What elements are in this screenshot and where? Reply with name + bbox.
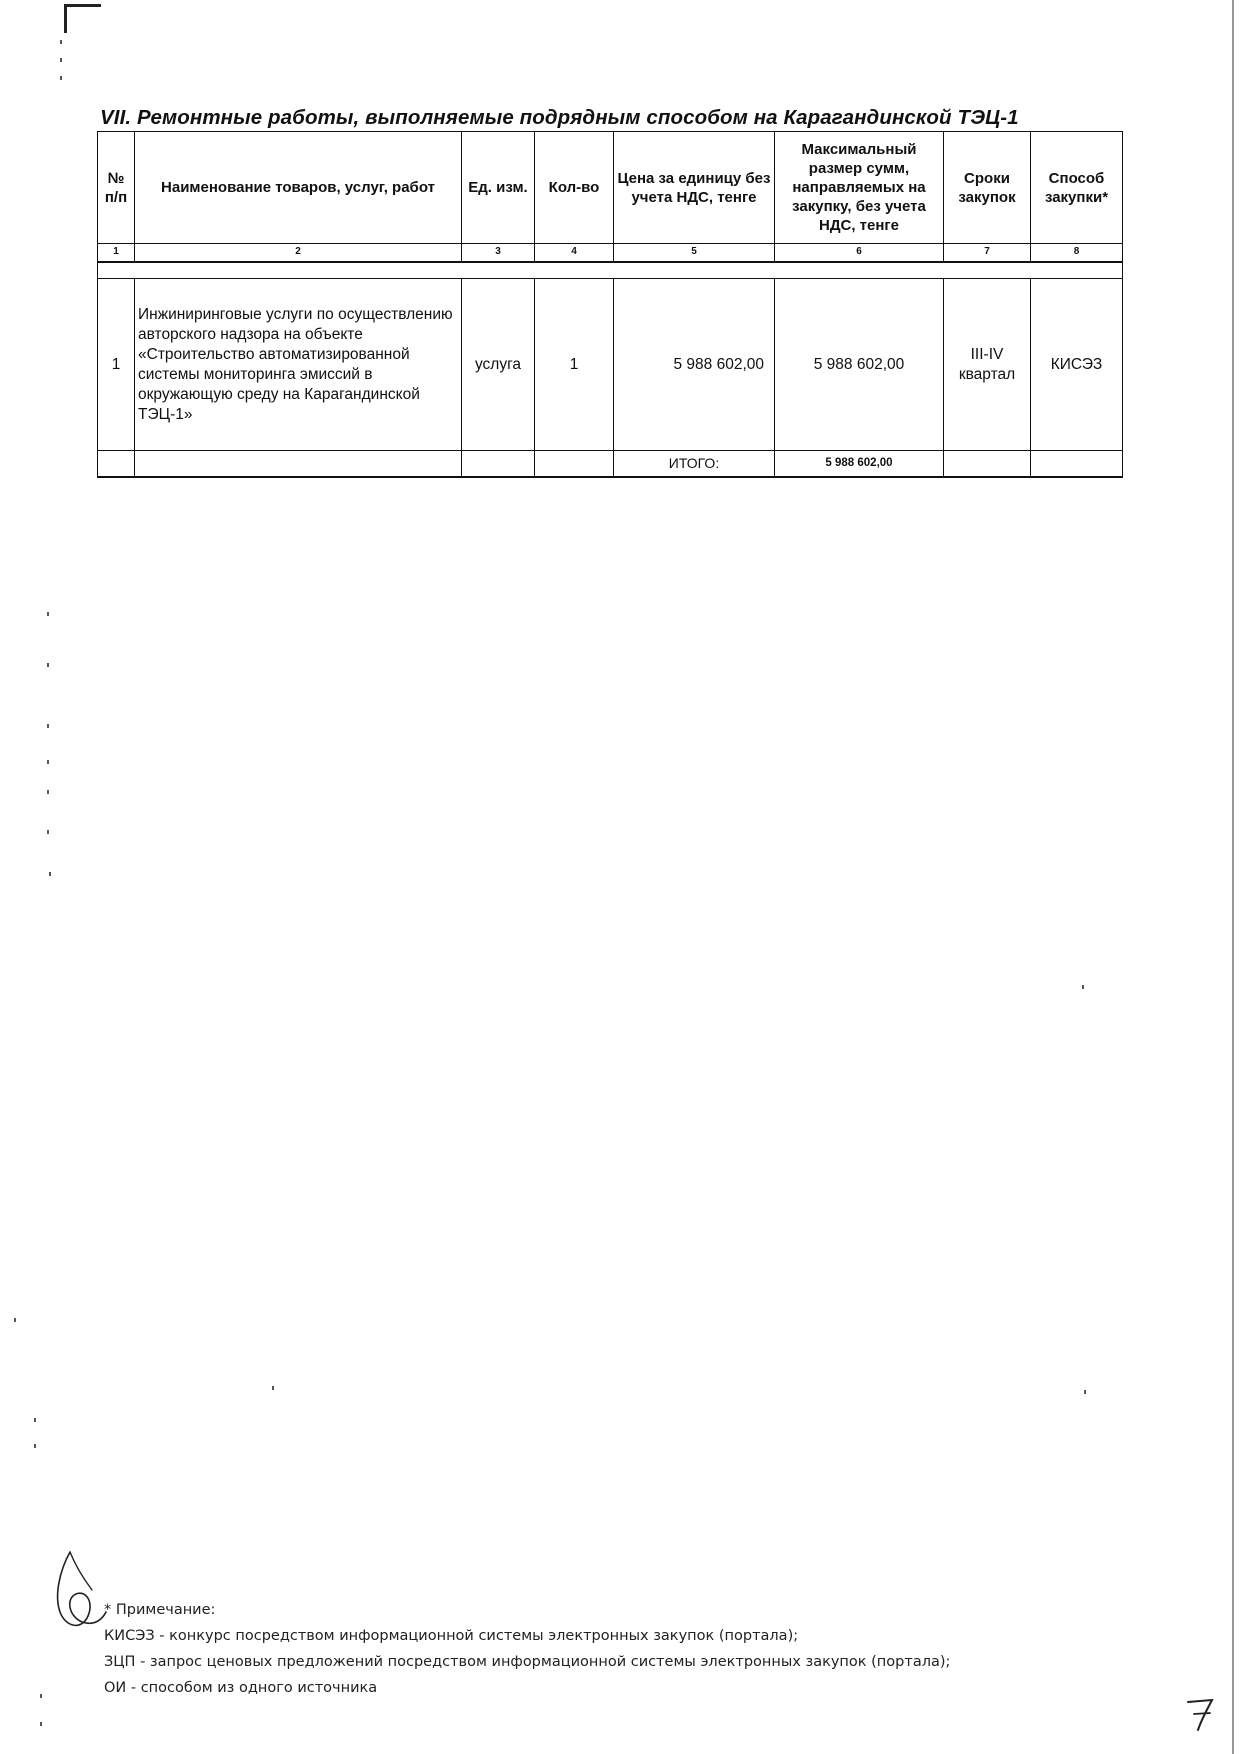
column-number: 8: [1031, 244, 1123, 262]
scan-dot: [272, 1386, 274, 1390]
column-number-row: [98, 244, 1123, 262]
column-number: 3: [462, 244, 535, 262]
scan-dot: [47, 663, 49, 667]
empty-cell: [462, 451, 535, 477]
scan-dot: [1084, 1390, 1086, 1394]
column-number: 5: [614, 244, 775, 262]
header-cell: Наименование товаров, услуг, работ: [135, 132, 462, 244]
scan-dot: [47, 612, 49, 616]
total-value: 5 988 602,00: [775, 451, 944, 477]
header-cell: Ед. изм.: [462, 132, 535, 244]
scan-edge-line: [1232, 0, 1234, 1754]
scan-dot: [49, 872, 51, 876]
footnotes: [104, 1597, 950, 1701]
footnote-line: ОИ - способом из одного источника: [104, 1680, 378, 1696]
row-item-name: Инжиниринговые услуги по осуществлению авторского надзора на объекте «Строительство автоматизированной системы мониторинга эмиссий в окружающую среду на Карагандинской ТЭЦ-1»: [135, 279, 462, 451]
row-method: КИСЭЗ: [1031, 279, 1123, 451]
empty-cell: [1031, 451, 1123, 477]
scan-dot: [60, 76, 62, 80]
scan-dot: [1082, 985, 1084, 989]
column-number: 4: [535, 244, 614, 262]
column-number: 2: [135, 244, 462, 262]
table-header-row: [98, 132, 1123, 244]
scan-dot: [47, 790, 49, 794]
footnote-heading: * Примечание:: [104, 1602, 216, 1618]
row-max-amount: 5 988 602,00: [775, 279, 944, 451]
column-number: 1: [98, 244, 135, 262]
header-cell: № п/п: [98, 132, 135, 244]
scan-dot: [47, 724, 49, 728]
scan-dot: [34, 1418, 36, 1422]
row-number: 1: [98, 279, 135, 451]
header-cell: Кол-во: [535, 132, 614, 244]
scan-dot: [40, 1694, 42, 1698]
scan-corner-mark: [64, 4, 101, 33]
scan-dot: [40, 1722, 42, 1726]
empty-cell: [98, 451, 135, 477]
handwritten-page-number: [1182, 1694, 1222, 1734]
row-unit-price: 5 988 602,00: [614, 279, 775, 451]
column-number: 7: [944, 244, 1031, 262]
header-cell: Сроки закупок: [944, 132, 1031, 244]
row-period: III-IV квартал: [944, 279, 1031, 451]
scan-dot: [60, 40, 62, 44]
header-cell: Способ закупки*: [1031, 132, 1123, 244]
spacer-cell: [98, 262, 1123, 279]
table-row: [98, 279, 1123, 451]
scan-dot: [47, 760, 49, 764]
empty-cell: [944, 451, 1031, 477]
table-total-row: [98, 451, 1123, 477]
footnote-line: КИСЭЗ - конкурс посредством информационной системы электронных закупок (портала);: [104, 1628, 799, 1644]
table-spacer-row: [98, 262, 1123, 279]
scan-dot: [14, 1318, 16, 1322]
row-quantity: 1: [535, 279, 614, 451]
scan-dot: [60, 58, 62, 62]
scan-dot: [34, 1444, 36, 1448]
column-number: 6: [775, 244, 944, 262]
scan-dot: [47, 830, 49, 834]
header-cell: Цена за единицу без учета НДС, тенге: [614, 132, 775, 244]
empty-cell: [135, 451, 462, 477]
empty-cell: [535, 451, 614, 477]
total-label: ИТОГО:: [614, 451, 775, 477]
section-title: VII. Ремонтные работы, выполняемые подрядным способом на Карагандинской ТЭЦ-1: [100, 106, 1019, 129]
header-cell: Максимальный размер сумм, направляемых на закупку, без учета НДС, тенге: [775, 132, 944, 244]
procurement-table: [97, 131, 1123, 478]
row-unit: услуга: [462, 279, 535, 451]
footnote-line: ЗЦП - запрос ценовых предложений посредством информационной системы электронных закупок (портала);: [104, 1654, 951, 1670]
